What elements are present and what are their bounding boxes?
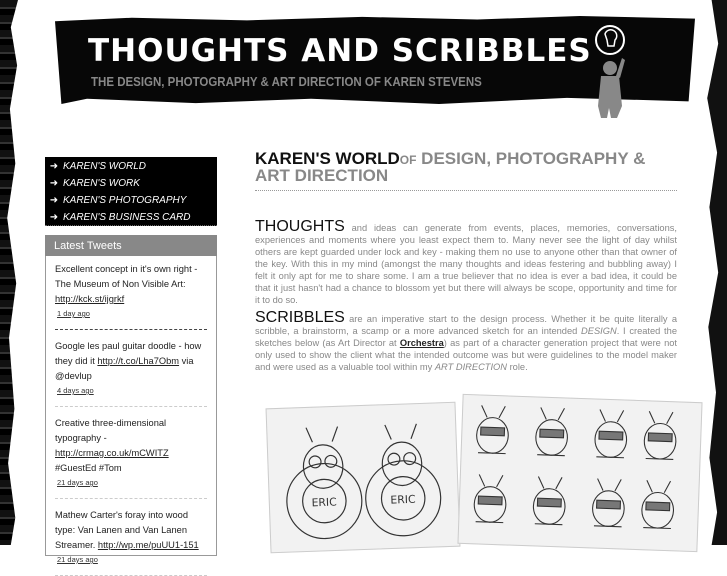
tweet-link[interactable]: http://crmag.co.uk/mCWITZ: [55, 448, 169, 458]
nav-item-karens-photography[interactable]: [45, 192, 217, 209]
nav-label: KAREN'S BUSINESS CARD: [63, 212, 191, 223]
tweet-text-after: via @devlup: [55, 356, 194, 381]
tweet-text: Excellent concept in it's own right - The Museum of Non Visible Art:: [55, 264, 198, 289]
tweet-timestamp[interactable]: 4 days ago: [57, 386, 94, 395]
design-emphasis: DESIGN: [581, 326, 617, 336]
tweet-text-after: #GuestEd #Tom: [55, 463, 122, 473]
site-tagline: THE DESIGN, PHOTOGRAPHY & ART DIRECTION OF KAREN STEVENS: [91, 75, 482, 89]
snail-sketch-image: [266, 402, 461, 554]
tweet-timestamp[interactable]: 1 day ago: [57, 309, 90, 318]
tweet-link[interactable]: http://kck.st/ijgrkf: [55, 294, 125, 304]
tweet-text: Google les paul guitar doodle - how they did it: [55, 341, 202, 366]
scribbles-text: ) as part of a character generation project that were not only used to show the client what the intended outcome was but were guidelines to the model maker and were used as a valuable tool within my: [255, 338, 677, 372]
main-nav: [45, 157, 217, 226]
nav-item-karens-world[interactable]: [45, 158, 217, 175]
tweet-timestamp[interactable]: 21 days ago: [57, 555, 98, 564]
scribbles-text: are an imperative start to the design process. Whether it be quite literally a scribble, a brainstorm, a scamp or a more advanced sketch for an intended: [255, 314, 677, 336]
tweet-text: Creative three-dimensional typography -: [55, 418, 167, 443]
arrow-right-icon: ➜: [49, 195, 59, 206]
title-rest: DESIGN, PHOTOGRAPHY & ART DIRECTION: [255, 149, 646, 185]
tweet-text: Mathew Carter's foray into wood type: Van Lanen and Van Lanen Streamer.: [55, 510, 189, 550]
scribbles-lead: SCRIBBLES: [255, 309, 345, 326]
nav-item-karens-business-card[interactable]: [45, 209, 217, 226]
scribbles-paragraph: [255, 309, 677, 373]
grunge-border-right: [705, 0, 727, 545]
arrow-right-icon: ➜: [49, 178, 59, 189]
nav-label: KAREN'S WORLD: [63, 161, 147, 172]
title-of: OF: [399, 153, 417, 167]
ant-characters-sketch-image: [457, 394, 702, 552]
tweet-item: [55, 508, 207, 576]
tweet-item: [55, 339, 207, 407]
nav-item-karens-work[interactable]: [45, 175, 217, 192]
arrow-right-icon: ➜: [49, 212, 59, 223]
orchestra-link[interactable]: Orchestra: [399, 338, 444, 348]
thoughts-lead: THOUGHTS: [255, 218, 345, 235]
sketch-label: ERIC: [390, 492, 416, 507]
tweet-link[interactable]: http://t.co/Lha7Obm: [97, 356, 180, 366]
page-title: [255, 151, 677, 191]
tweet-link[interactable]: http://wp.me/puUU1-151: [97, 540, 199, 550]
arrow-right-icon: ➜: [49, 161, 59, 172]
sketch-label: ERIC: [311, 495, 337, 510]
nav-label: KAREN'S PHOTOGRAPHY: [63, 195, 187, 206]
tweet-item: [55, 416, 207, 499]
title-strong: KAREN'S WORLD: [255, 149, 400, 168]
art-direction-emphasis: ART DIRECTION: [434, 362, 507, 372]
scribbles-text: role.: [507, 362, 528, 372]
tweets-list: [45, 256, 217, 564]
lightbulb-mascot-icon: [588, 20, 628, 120]
site-title[interactable]: THOUGHTS AND SCRIBBLES: [88, 33, 592, 69]
thoughts-paragraph: [255, 218, 677, 306]
main-content: [255, 151, 677, 373]
nav-label: KAREN'S WORK: [63, 178, 140, 189]
latest-tweets-heading: Latest Tweets: [45, 235, 217, 256]
thoughts-text: and ideas can generate from events, places, memories, conversations, experiences and moments where you least expect them to. Many never see the light of day whilst others are kept guarded under lock and key - making them no use to anyone other than that owner of the key. With this in my mind (amongst the many thoughts and ideas festering and bubbling away) I felt it only apt for me to share some. I am a true believer that no idea is ever a bad idea, it could be that it just hasn't had a chance to blossom yet but there will always be scope, opportunity and time for it to do so.: [255, 223, 677, 305]
scribbles-text: . I created the sketches below (as Art Director at: [255, 326, 677, 348]
tweet-item: [55, 262, 207, 330]
tweet-timestamp[interactable]: 21 days ago: [57, 478, 98, 487]
grunge-border-left: [0, 0, 18, 545]
